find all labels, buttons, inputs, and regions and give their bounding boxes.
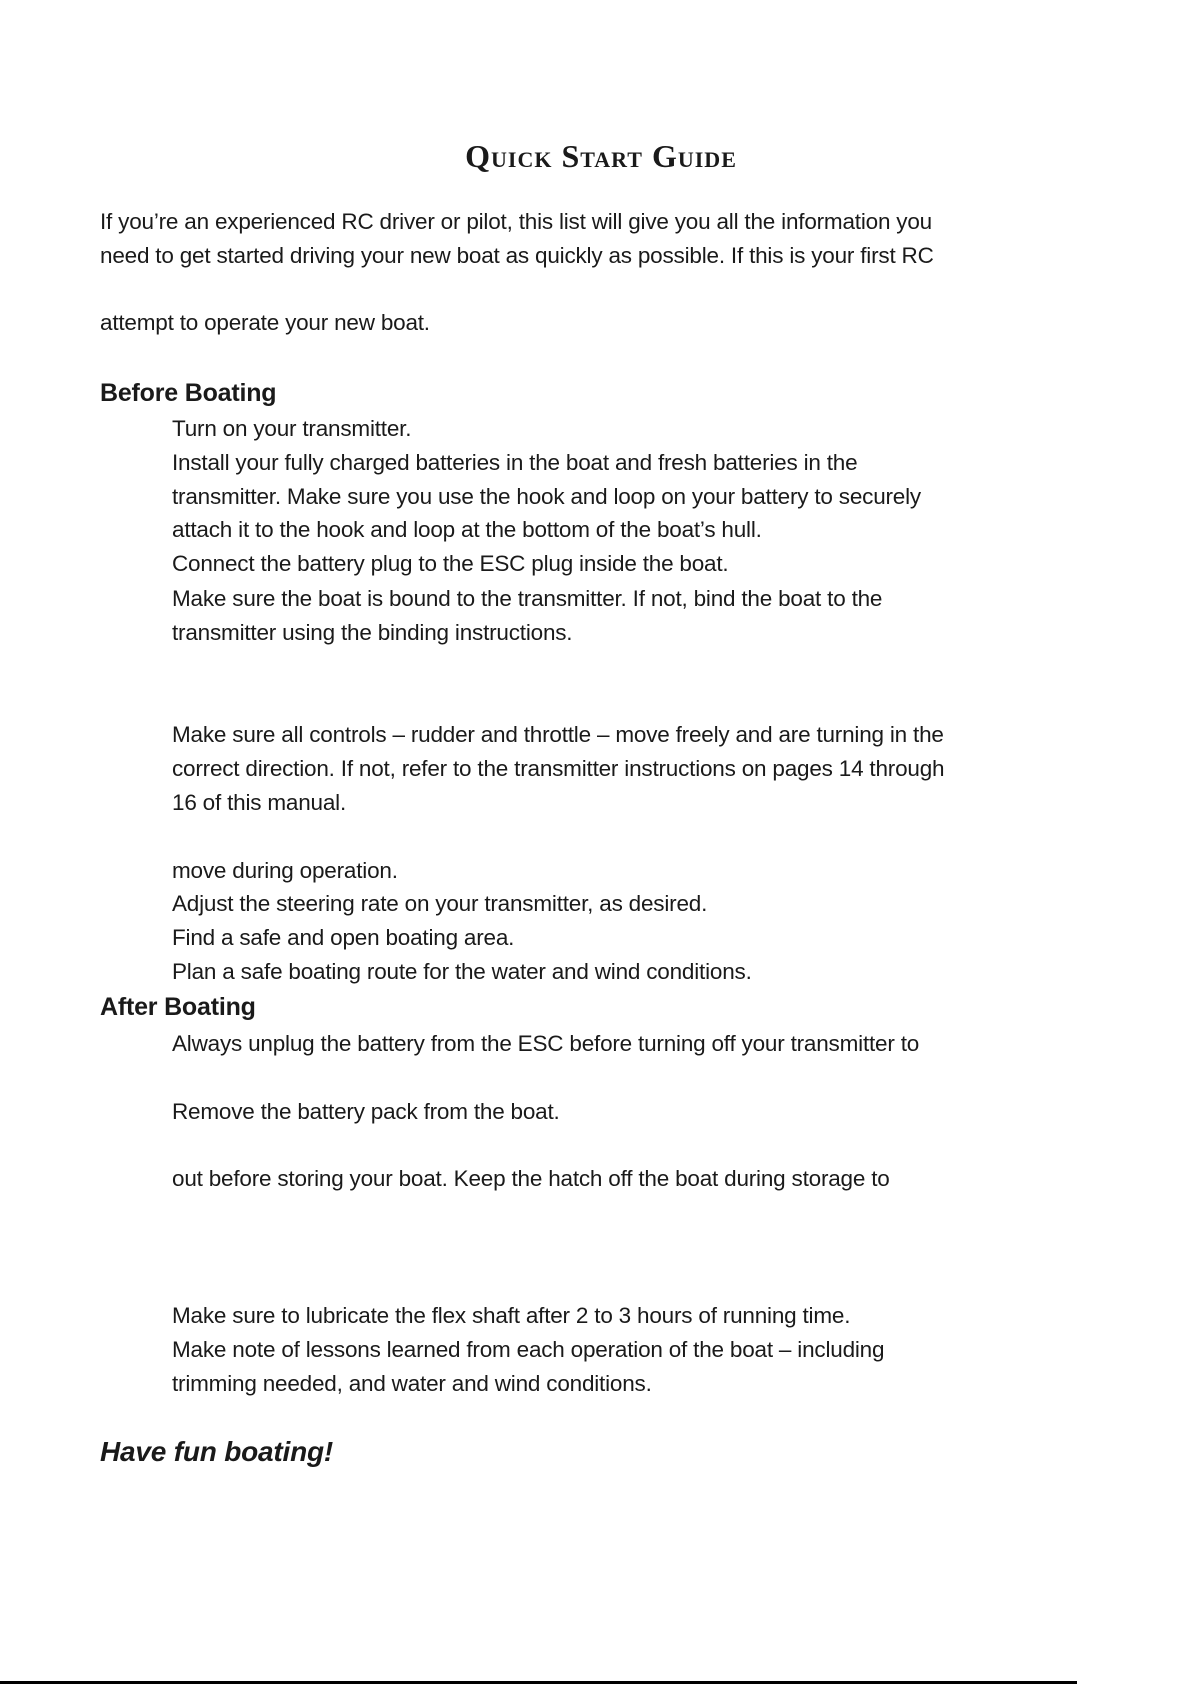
checklist-line: attach it to the hook and loop at the bottom of the boat’s hull. — [172, 517, 762, 542]
section-heading-after-boating: After Boating — [100, 993, 256, 1021]
checklist-line: Remove the battery pack from the boat. — [172, 1099, 560, 1124]
page-bottom-rule — [0, 1681, 1077, 1684]
checklist-line: Connect the battery plug to the ESC plug inside the boat. — [172, 551, 729, 576]
checklist-line: Make sure all controls – rudder and throttle – move freely and are turning in the — [172, 722, 944, 747]
checklist-line: Make sure the boat is bound to the transmitter. If not, bind the boat to the — [172, 586, 883, 611]
page-title: Quick Start Guide — [465, 138, 737, 174]
checklist-line: Adjust the steering rate on your transmitter, as desired. — [172, 891, 708, 916]
checklist-line: Find a safe and open boating area. — [172, 925, 515, 950]
checklist-line: Plan a safe boating route for the water and wind conditions. — [172, 959, 752, 984]
checklist-line: transmitter. Make sure you use the hook and loop on your battery to securely — [172, 484, 921, 509]
checklist-line: 16 of this manual. — [172, 790, 347, 815]
checklist-line: out before storing your boat. Keep the hatch off the boat during storage to — [172, 1166, 890, 1191]
checklist-line: transmitter using the binding instructions. — [172, 620, 573, 645]
intro-line: attempt to operate your new boat. — [100, 310, 430, 335]
intro-line: If you’re an experienced RC driver or pilot, this list will give you all the information you — [100, 209, 932, 234]
closing-message: Have fun boating! — [100, 1436, 334, 1467]
checklist-line: Install your fully charged batteries in the boat and fresh batteries in the — [172, 450, 858, 475]
section-heading-before-boating: Before Boating — [100, 379, 277, 407]
checklist-line: Make sure to lubricate the flex shaft after 2 to 3 hours of running time. — [172, 1303, 851, 1328]
checklist-line: trimming needed, and water and wind conditions. — [172, 1371, 652, 1396]
checklist-line: correct direction. If not, refer to the transmitter instructions on pages 14 through — [172, 756, 945, 781]
checklist-line: Always unplug the battery from the ESC before turning off your transmitter to — [172, 1031, 920, 1056]
checklist-line: Make note of lessons learned from each operation of the boat – including — [172, 1337, 885, 1362]
checklist-line: move during operation. — [172, 858, 398, 883]
checklist-line: Turn on your transmitter. — [172, 416, 412, 441]
intro-line: need to get started driving your new boat as quickly as possible. If this is your first RC — [100, 243, 934, 268]
